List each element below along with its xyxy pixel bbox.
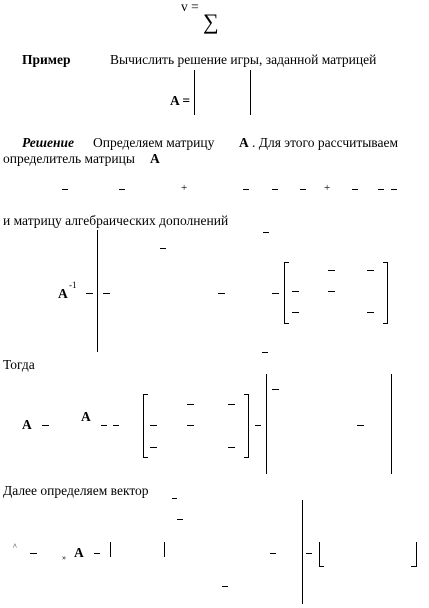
inverse-dash: [218, 293, 225, 294]
then-a2: A: [81, 409, 91, 424]
solution-line2-symbol: A: [150, 151, 160, 166]
det-plus: +: [324, 182, 331, 194]
algebraic-text: и матрицу алгебраических дополнений: [3, 213, 229, 228]
vector-dash: [177, 519, 183, 520]
det-plus: +: [181, 182, 188, 194]
then-dash: [101, 425, 107, 426]
then-big-right-bracket: [391, 374, 392, 474]
vector-bracket-foot: [319, 566, 324, 567]
vector-dash: [306, 553, 312, 554]
matrix-a-left-bracket: [194, 70, 195, 115]
example-label: Пример: [22, 52, 71, 67]
then-dash: [255, 425, 261, 426]
solution-label: Решение: [22, 135, 74, 150]
then-matrix-dash: [187, 404, 194, 405]
then-matrix-left: [143, 394, 148, 458]
then-matrix-dash: [228, 404, 235, 405]
inverse-sup: -1: [69, 280, 77, 290]
vector-a: A: [74, 545, 84, 560]
inverse-dash: [160, 248, 166, 249]
then-big-dash: [357, 425, 364, 426]
vector-dash: [94, 553, 100, 554]
example-text: Вычислить решение игры, заданной матрицей: [110, 52, 377, 67]
then-big-dash: [272, 389, 279, 390]
inverse-inner-dash: [328, 270, 335, 271]
vector-bracket: [110, 542, 111, 557]
vector-sub-mark: »: [62, 553, 66, 562]
det-dash: [62, 189, 68, 190]
then-big-left-bracket: [266, 374, 267, 474]
vector-bracket: [319, 542, 320, 567]
inverse-dash: [86, 293, 93, 294]
inverse-inner-dash: [367, 312, 374, 313]
det-dash: [119, 189, 125, 190]
solution-line1: Определяем матрицу: [93, 135, 215, 150]
vector-small-mark: ^: [13, 542, 17, 551]
inverse-inner-matrix-left: [284, 262, 289, 324]
vector-bracket-foot: [411, 566, 416, 567]
vector-bracket: [164, 542, 165, 557]
sigma-symbol: ∑: [203, 9, 219, 34]
det-dash: [243, 189, 249, 190]
inverse-inner-dash: [292, 312, 299, 313]
inverse-label: A: [58, 286, 68, 301]
then-dash: [113, 425, 119, 426]
then-a: A: [22, 417, 32, 432]
inverse-inner-dash: [292, 291, 299, 292]
inverse-dash: [272, 293, 279, 294]
vector-dash: [30, 553, 37, 554]
vector-dash: [172, 498, 177, 499]
vector-dash: [222, 586, 228, 587]
then-matrix-dash: [228, 447, 235, 448]
det-dash: [391, 189, 397, 190]
det-dash: [300, 189, 306, 190]
solution-line2: определитель матрицы: [3, 151, 135, 166]
solution-symbol-a: A: [239, 135, 249, 150]
vector-text: Далее определяем вектор: [3, 483, 149, 498]
then-matrix-dash: [187, 425, 194, 426]
vector-dash: [270, 553, 276, 554]
det-dash: [272, 189, 278, 190]
inverse-dash: [103, 293, 110, 294]
matrix-a-label: A =: [170, 93, 191, 108]
vector-big-bracket: [302, 500, 303, 604]
then-label: Тогда: [3, 357, 35, 372]
det-dash: [378, 189, 384, 190]
then-dash: [42, 425, 49, 426]
algebraic-dash: [263, 232, 269, 233]
matrix-a-right-bracket: [250, 70, 251, 115]
formula-v: v =: [181, 0, 199, 14]
inverse-dash: [262, 352, 268, 353]
then-matrix-right: [244, 394, 249, 458]
then-matrix-dash: [150, 425, 157, 426]
det-dash: [352, 189, 358, 190]
inverse-left-bracket: [97, 230, 98, 352]
vector-bracket: [416, 542, 417, 567]
inverse-inner-matrix-right: [383, 262, 388, 324]
inverse-inner-dash: [367, 270, 374, 271]
then-matrix-dash: [150, 447, 157, 448]
solution-line1-tail: . Для этого рассчитываем: [252, 135, 399, 150]
inverse-inner-dash: [328, 291, 335, 292]
